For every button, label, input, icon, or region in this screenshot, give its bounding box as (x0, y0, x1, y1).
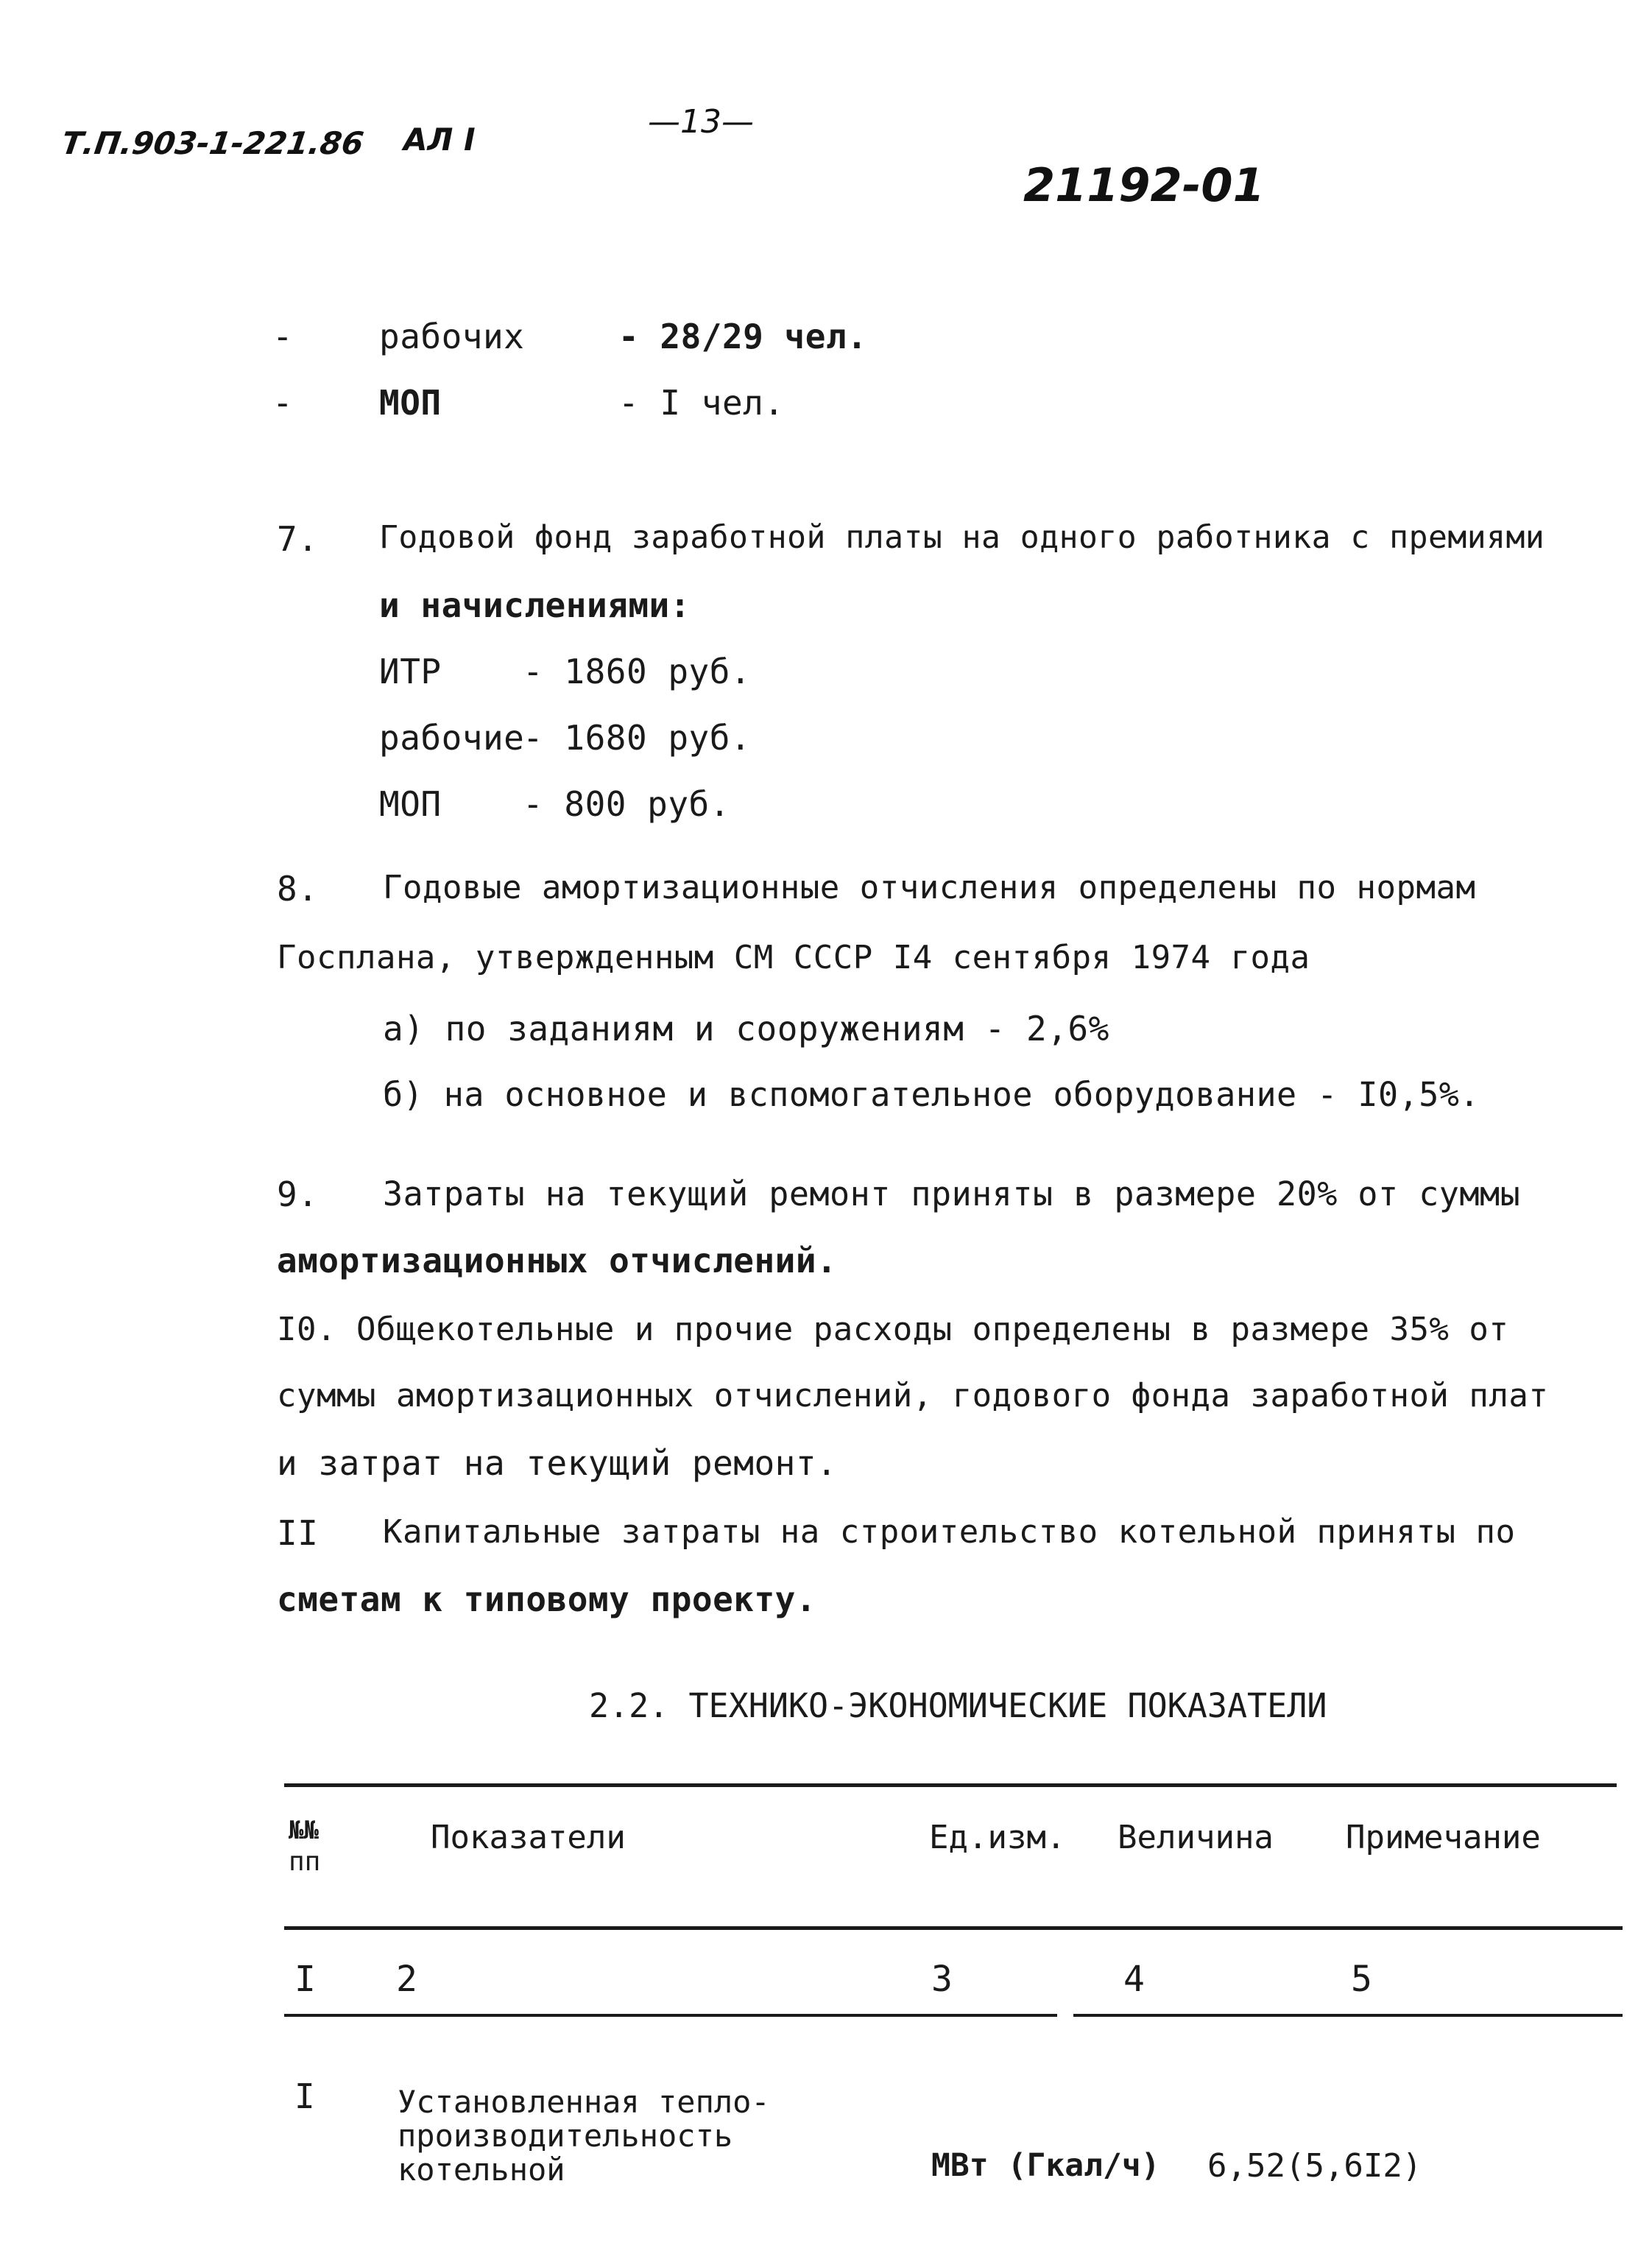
staff-bullet: - (272, 383, 294, 423)
item11-line1: Капитальные затраты на строительство котельной приняты по (383, 1513, 1516, 1551)
table-top-rule (284, 1783, 1617, 1787)
staff-value: - 28/29 чел. (618, 317, 868, 356)
column-number: 4 (1123, 1959, 1145, 2000)
item10-line1: I0. Общекотельные и прочие расходы определены в размере 35% от (277, 1311, 1509, 1348)
numbers-underline (1073, 2014, 1623, 2017)
column-number: I (294, 1959, 316, 2000)
row-num: I (294, 2076, 315, 2116)
rate-value: - 1860 руб. (523, 652, 752, 691)
column-number: 2 (396, 1959, 417, 2000)
staff-bullet: - (272, 317, 294, 356)
numbers-underline (284, 2014, 1057, 2017)
row-value: 6,52(5,6I2) (1207, 2147, 1422, 2185)
item8-b: б) на основное и вспомогательное оборудование - I0,5%. (383, 1075, 1480, 1114)
header-unit: Ед.изм. (929, 1819, 1066, 1856)
item9-number: 9. (277, 1174, 319, 1214)
item8-a: а) по заданиям и сооружениям - 2,6% (383, 1009, 1109, 1049)
row-indicator-line: производительность (398, 2118, 733, 2154)
item8-number: 8. (277, 869, 319, 909)
item7-number: 7. (277, 519, 319, 559)
staff-row (272, 383, 785, 423)
header-num2: пп (289, 1847, 321, 1877)
rate-label: ИТР (379, 652, 442, 691)
header-note: Примечание (1346, 1819, 1541, 1856)
rate-label: рабочие (379, 718, 525, 758)
page-number: —13— (648, 103, 754, 141)
item9-line2: амортизационных отчислений. (277, 1241, 838, 1280)
item11-number: II (277, 1513, 319, 1553)
rate-label: МОП (379, 784, 442, 824)
column-number: 5 (1351, 1959, 1372, 2000)
staff-row (272, 317, 868, 356)
header-num: №№ (289, 1816, 319, 1845)
row-indicator-line: котельной (398, 2152, 565, 2188)
staff-label: МОП (379, 383, 442, 423)
album-number: АЛ I (403, 121, 476, 158)
item9-line1: Затраты на текущий ремонт приняты в размере 20% от суммы (383, 1174, 1521, 1213)
staff-value: - I чел. (618, 383, 785, 423)
item8-line2: Госплана, утвержденным СМ СССР I4 сентября 1974 года (277, 939, 1310, 976)
rate-value: - 1680 руб. (523, 718, 752, 758)
staff-label: рабочих (379, 317, 525, 356)
item7-line1: Годовой фонд заработной платы на одного работника с премиями (379, 519, 1545, 556)
row-unit: МВт (Гкал/ч) (931, 2147, 1160, 2184)
item10-line3: и затрат на текущий ремонт. (277, 1443, 838, 1483)
header-indicator: Показатели (431, 1819, 626, 1856)
row-indicator-line: Установленная тепло- (398, 2084, 770, 2120)
item7-line2: и начислениями: (379, 585, 691, 625)
item11-line2: сметам к типовому проекту. (277, 1579, 817, 1619)
rate-row (379, 652, 752, 691)
column-number: 3 (931, 1959, 953, 2000)
header-bottom-rule (284, 1926, 1623, 1930)
document-code: Т.П.903-1-221.86 (59, 125, 366, 161)
inventory-number: 21192-01 (1023, 158, 1265, 212)
item10-line2: суммы амортизационных отчислений, годового фонда заработной плат (277, 1377, 1549, 1414)
rate-row (379, 784, 730, 824)
section-title: 2.2. ТЕХНИКО-ЭКОНОМИЧЕСКИЕ ПОКАЗАТЕЛИ (589, 1686, 1327, 1725)
header-value: Величина (1118, 1819, 1274, 1856)
rate-value: - 800 руб. (523, 784, 730, 824)
item8-line1: Годовые амортизационные отчисления определены по нормам (383, 869, 1476, 906)
rate-row (379, 718, 752, 758)
